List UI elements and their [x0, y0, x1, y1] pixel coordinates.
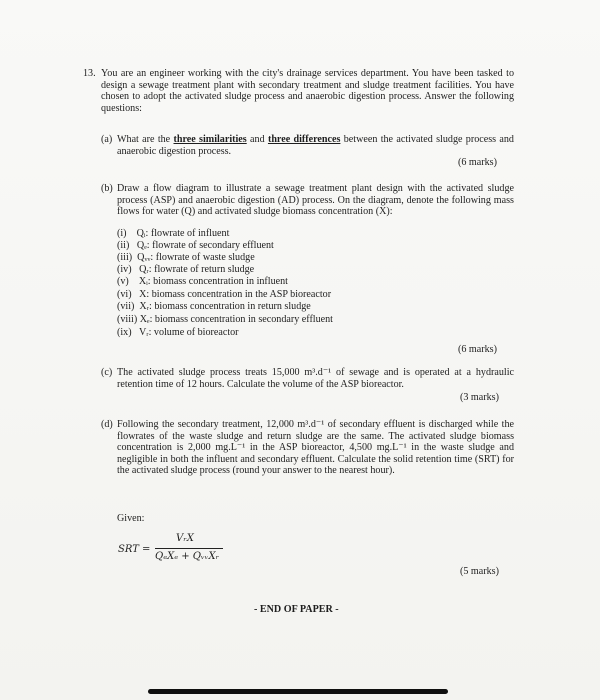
given-label: Given: — [117, 513, 145, 524]
part-b-text: Draw a flow diagram to illustrate a sewage treatment plant design with the activated sludge process (ASP) and anaerobic digestion (AD) process. On the diagram, denote the following mass flows for water (Q) and activated sludge biomass concentration (X): — [117, 183, 514, 217]
formula-denominator: QₑXₑ + QᵥᵥXᵣ — [155, 551, 220, 562]
three-similarities-emphasis: three similarities — [173, 134, 247, 145]
part-b-label: (b) — [101, 183, 113, 194]
part-b-marks: (6 marks) — [458, 344, 497, 355]
part-d-label: (d) — [101, 419, 113, 430]
question-number: 13. — [83, 68, 96, 79]
part-a-label: (a) — [101, 134, 113, 145]
part-b-item: (iv) Qᵣ: flowrate of return sludge — [117, 264, 255, 275]
part-b-item: (ii) Qₑ: flowrate of secondary effluent — [117, 240, 274, 251]
home-indicator-bar[interactable] — [148, 689, 448, 694]
part-c-label: (c) — [101, 367, 113, 378]
part-d-text: Following the secondary treatment, 12,000 m³.d⁻¹ of secondary effluent is discharged while the flowrates of the waste sludge and return sludge are the same. The activated sludge biomass concentration is 2,000 mg.L⁻¹ in the ASP bioreactor, 4,500 mg.L⁻¹ in the waste sludge and negligible in both the influent and secondary effluent. Calculate the solid retention time (SRT) for the activated sludge process (round your answer to the nearest hour). — [117, 419, 514, 476]
part-b-item: (vii) Xᵣ: biomass concentration in return sludge — [117, 301, 311, 312]
part-b-item: (i) Qᵢ: flowrate of influent — [117, 228, 230, 239]
part-d-marks: (5 marks) — [460, 566, 499, 577]
part-b-item: (ix) Vᵣ: volume of bioreactor — [117, 327, 239, 338]
fraction-bar — [155, 548, 223, 549]
part-a-marks: (6 marks) — [458, 157, 497, 168]
part-a-text: What are the three similarities and three differences between the activated sludge process and anaerobic digestion process. — [117, 134, 514, 157]
formula-numerator: VᵣX — [176, 533, 194, 544]
part-b-item: (vi) X: biomass concentration in the ASP bioreactor — [117, 289, 332, 300]
part-c-text: The activated sludge process treats 15,000 m³.d⁻¹ of sewage and is operated at a hydraulic retention time of 12 hours. Calculate the volume of the ASP bioreactor. — [117, 367, 514, 390]
part-b-item: (viii) Xₑ: biomass concentration in secondary effluent — [117, 314, 333, 325]
part-b-item: (v) Xᵢ: biomass concentration in influent — [117, 276, 288, 287]
three-differences-emphasis: three differences — [267, 134, 341, 145]
srt-label: SRT = — [118, 544, 151, 555]
question-intro: You are an engineer working with the city's drainage services department. You have been tasked to design a sewage treatment plant with secondary treatment and sludge treatment facilities. You have chosen to adopt the activated sludge process and anaerobic digestion process. Answer the following questions: — [101, 68, 514, 114]
end-of-paper: - END OF PAPER - — [254, 604, 339, 615]
part-c-marks: (3 marks) — [460, 392, 499, 403]
part-b-item: (iii) Qᵥᵥ: flowrate of waste sludge — [117, 252, 255, 263]
